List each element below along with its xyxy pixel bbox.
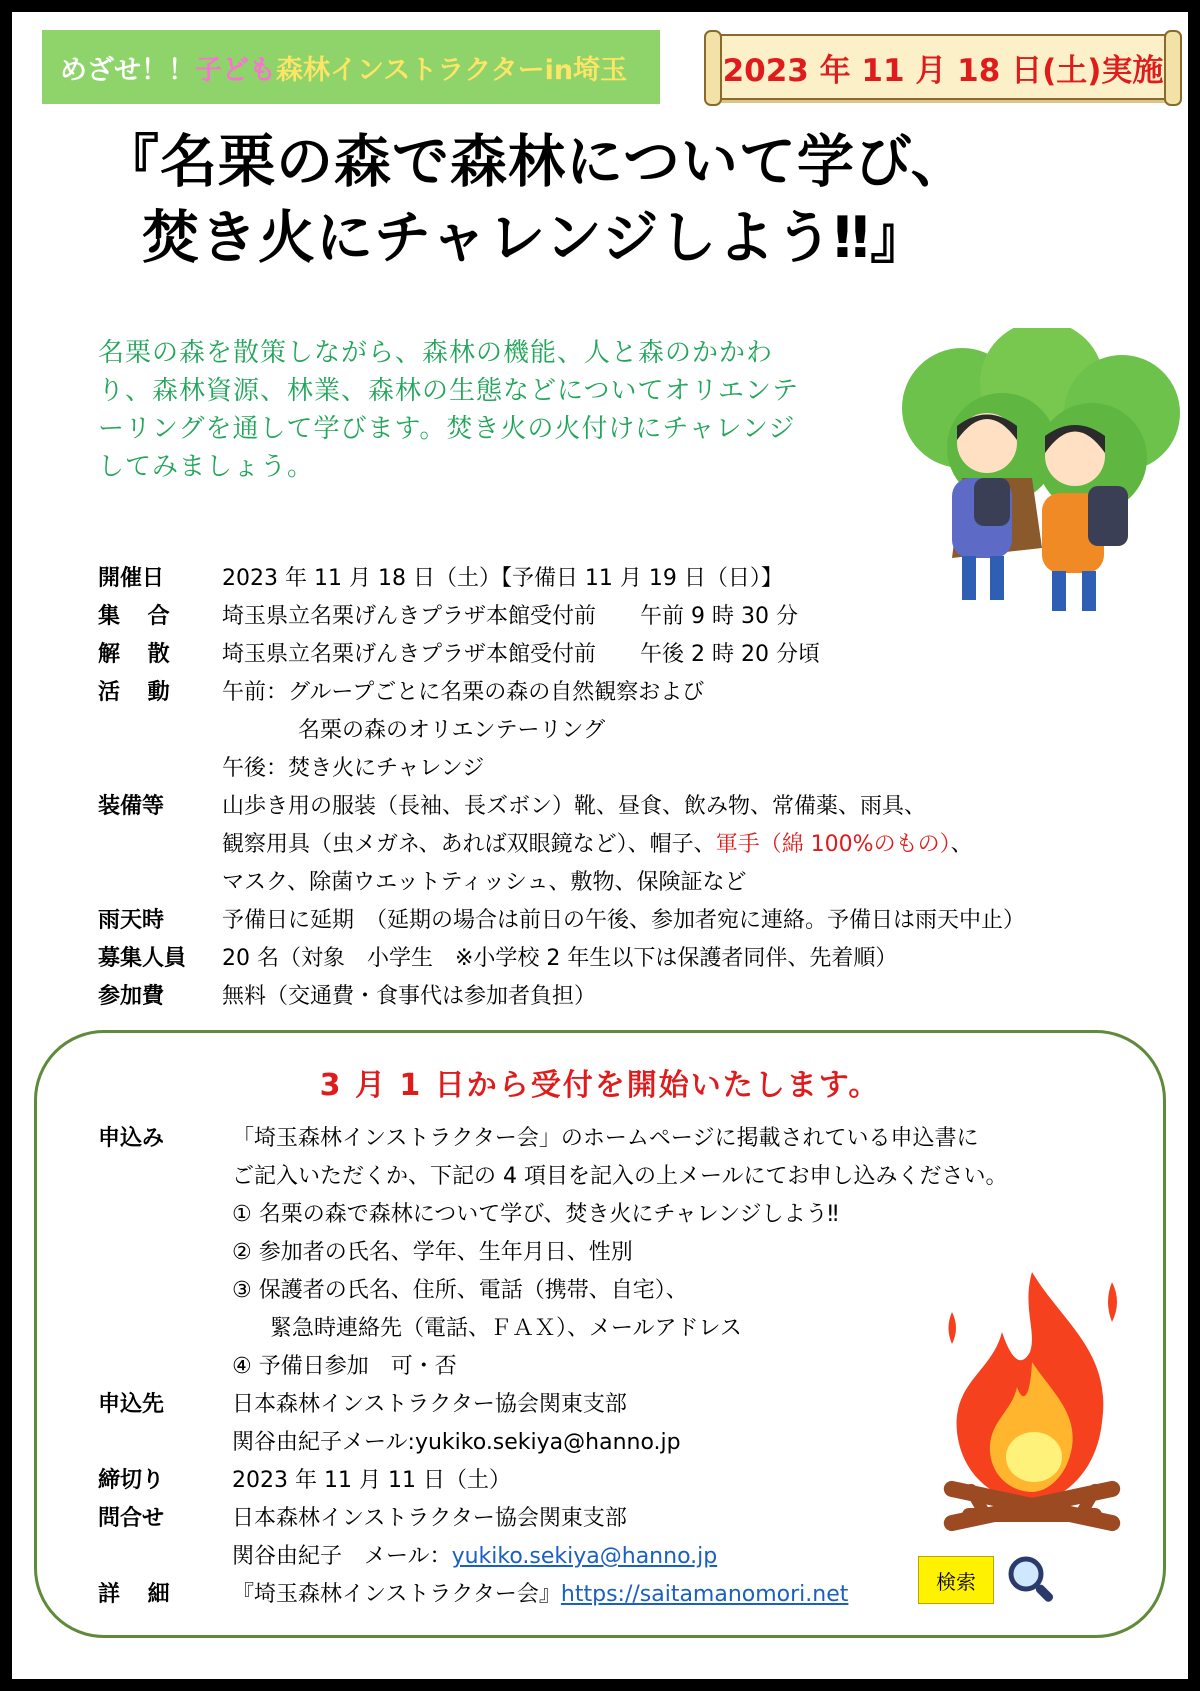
- detail-value: 20 名（対象 小学生 ※小学校 2 年生以下は保護者同伴、先着順）: [222, 946, 898, 971]
- detail-value: 予備日に延期 （延期の場合は前日の午後、参加者宛に連絡。予備日は雨天中止）: [222, 908, 1026, 933]
- intro-text: [98, 334, 868, 486]
- apply-value: 日本森林インストラクター協会関東支部: [232, 1392, 627, 1417]
- banner-kodomo: 子ども: [195, 54, 276, 86]
- detail-label: 開催日: [98, 566, 165, 591]
- apply-label: 問合せ: [98, 1506, 165, 1531]
- detail-row-activity-cont: [98, 712, 1178, 750]
- apply-item-3-cont: 緊急時連絡先（電話、ＦＡＸ）、メールアドレス: [270, 1316, 742, 1341]
- apply-label-empty: [98, 1272, 232, 1310]
- event-date: 2023 年 11 月 18 日(土)実施: [722, 52, 1164, 89]
- detail-label: 募集人員: [98, 946, 187, 971]
- intro-line: ーリングを通して学びます。焚き火の火付けにチャレンジ: [98, 414, 796, 444]
- detail-label: 装備等: [98, 794, 165, 819]
- detail-value: 名栗の森のオリエンテーリング: [298, 718, 606, 743]
- magnifier-icon[interactable]: [1002, 1550, 1060, 1608]
- title-line-1: 『名栗の森で森林について学び、: [102, 129, 969, 195]
- detail-value: 午後：焚き火にチャレンジ: [222, 756, 485, 781]
- website-link[interactable]: https://saitamanomori.net: [560, 1582, 849, 1607]
- apply-value: 2023 年 11 月 11 日（土）: [232, 1468, 511, 1493]
- detail-row-equipment-cont: [98, 826, 1178, 864]
- event-date-scroll: [712, 34, 1174, 100]
- apply-item-3: ③ 保護者の氏名、住所、電話（携帯、自宅）、: [232, 1278, 688, 1303]
- equip-text: 観察用具（虫メガネ、あれば双眼鏡など）、帽子、: [222, 832, 716, 857]
- detail-row-equipment-cont: [98, 864, 1178, 902]
- apply-label: 詳 細: [98, 1582, 180, 1607]
- detail-row-activity: [98, 674, 1178, 712]
- detail-value: [222, 826, 1178, 864]
- apply-value: 「埼玉森林インストラクター会」のホームページに掲載されている申込書に: [232, 1126, 979, 1151]
- search-button[interactable]: 検索: [918, 1556, 994, 1604]
- detail-row-meet: [98, 598, 1178, 636]
- gloves-note: 軍手（綿 100%のもの）: [715, 832, 951, 857]
- detail-value: 2023 年 11 月 18 日（土）【予備日 11 月 19 日（日）】: [222, 566, 783, 591]
- detail-row-activity-pm: [98, 750, 1178, 788]
- event-details: [98, 560, 1178, 1016]
- apply-item: [98, 1196, 1178, 1234]
- detail-label: 活 動: [98, 680, 180, 705]
- apply-label-empty: [98, 1538, 232, 1576]
- detail-row-fee: [98, 978, 1178, 1016]
- detail-label: 集 合: [98, 604, 180, 629]
- detail-label: 参加費: [98, 984, 165, 1009]
- flyer-page: [12, 12, 1188, 1679]
- detail-label-empty: [98, 750, 222, 788]
- detail-value: 山歩き用の服装（長袖、長ズボン）靴、昼食、飲み物、常備薬、雨具、: [222, 794, 927, 819]
- apply-value: 関谷由紀子メール:yukiko.sekiya@hanno.jp: [232, 1430, 681, 1455]
- detail-label: 雨天時: [98, 908, 165, 933]
- detail-row-date: [98, 560, 1178, 598]
- intro-line: り、森林資源、林業、森林の生態などについてオリエンテ: [98, 376, 799, 406]
- banner-prefix: めざせ！！: [60, 54, 195, 86]
- apply-row-cont: [98, 1158, 1178, 1196]
- apply-label-empty: [98, 1234, 232, 1272]
- program-banner: [42, 30, 660, 104]
- detail-row-equipment: [98, 788, 1178, 826]
- apply-row: [98, 1120, 1178, 1158]
- application-headline: 3 月 1 日から受付を開始いたします。: [319, 1068, 881, 1103]
- apply-item-1: ① 名栗の森で森林について学び、焚き火にチャレンジしよう‼: [232, 1202, 839, 1227]
- intro-line: してみましょう。: [98, 452, 315, 482]
- contact-email-link[interactable]: yukiko.sekiya@hanno.jp: [451, 1544, 718, 1569]
- title-line-2: 焚き火にチャレンジしよう‼』: [142, 205, 929, 271]
- apply-item-4: ④ 予備日参加 可・否: [232, 1354, 457, 1379]
- tree-foliage-icon: [902, 328, 1180, 513]
- detail-label-empty: [98, 864, 222, 902]
- flame-core-icon: [1006, 1432, 1062, 1482]
- apply-value: 日本森林インストラクター協会関東支部: [232, 1506, 627, 1531]
- apply-value: ご記入いただくか、下記の 4 項目を記入の上メールにてお申し込みください。: [232, 1164, 1008, 1189]
- detail-row-capacity: [98, 940, 1178, 978]
- detail-row-dismiss: [98, 636, 1178, 674]
- detail-text: 『埼玉森林インストラクター会』: [232, 1582, 561, 1607]
- apply-label-empty: [98, 1196, 232, 1234]
- equip-text: 、: [950, 832, 973, 857]
- detail-value: 午前：グループごとに名栗の森の自然観察および: [222, 680, 705, 705]
- apply-label: 申込先: [98, 1392, 165, 1417]
- banner-rest: 森林インストラクターin埼玉: [276, 54, 628, 86]
- detail-value: 無料（交通費・食事代は参加者負担）: [222, 984, 597, 1009]
- apply-label: 締切り: [98, 1468, 165, 1493]
- apply-label-empty: [98, 1348, 232, 1386]
- detail-row-rain: [98, 902, 1178, 940]
- detail-value: 埼玉県立名栗げんきプラザ本館受付前 午後 2 時 20 分頃: [222, 642, 820, 667]
- apply-label-empty: [98, 1310, 232, 1348]
- page-title: [102, 124, 1162, 276]
- apply-label: 申込み: [98, 1126, 165, 1151]
- detail-value: マスク、除菌ウエットティッシュ、敷物、保険証など: [222, 870, 747, 895]
- detail-label: 解 散: [98, 642, 180, 667]
- detail-value: 埼玉県立名栗げんきプラザ本館受付前 午前 9 時 30 分: [222, 604, 798, 629]
- apply-item-2: ② 参加者の氏名、学年、生年月日、性別: [232, 1240, 633, 1265]
- apply-label-empty: [98, 1158, 232, 1196]
- detail-label-empty: [98, 712, 222, 750]
- intro-line: 名栗の森を散策しながら、森林の機能、人と森のかかわ: [98, 338, 774, 368]
- contact-prefix: 関谷由紀子 メール：: [232, 1544, 452, 1569]
- apply-label-empty: [98, 1424, 232, 1462]
- detail-label-empty: [98, 826, 222, 864]
- campfire-illustration: [912, 1252, 1152, 1552]
